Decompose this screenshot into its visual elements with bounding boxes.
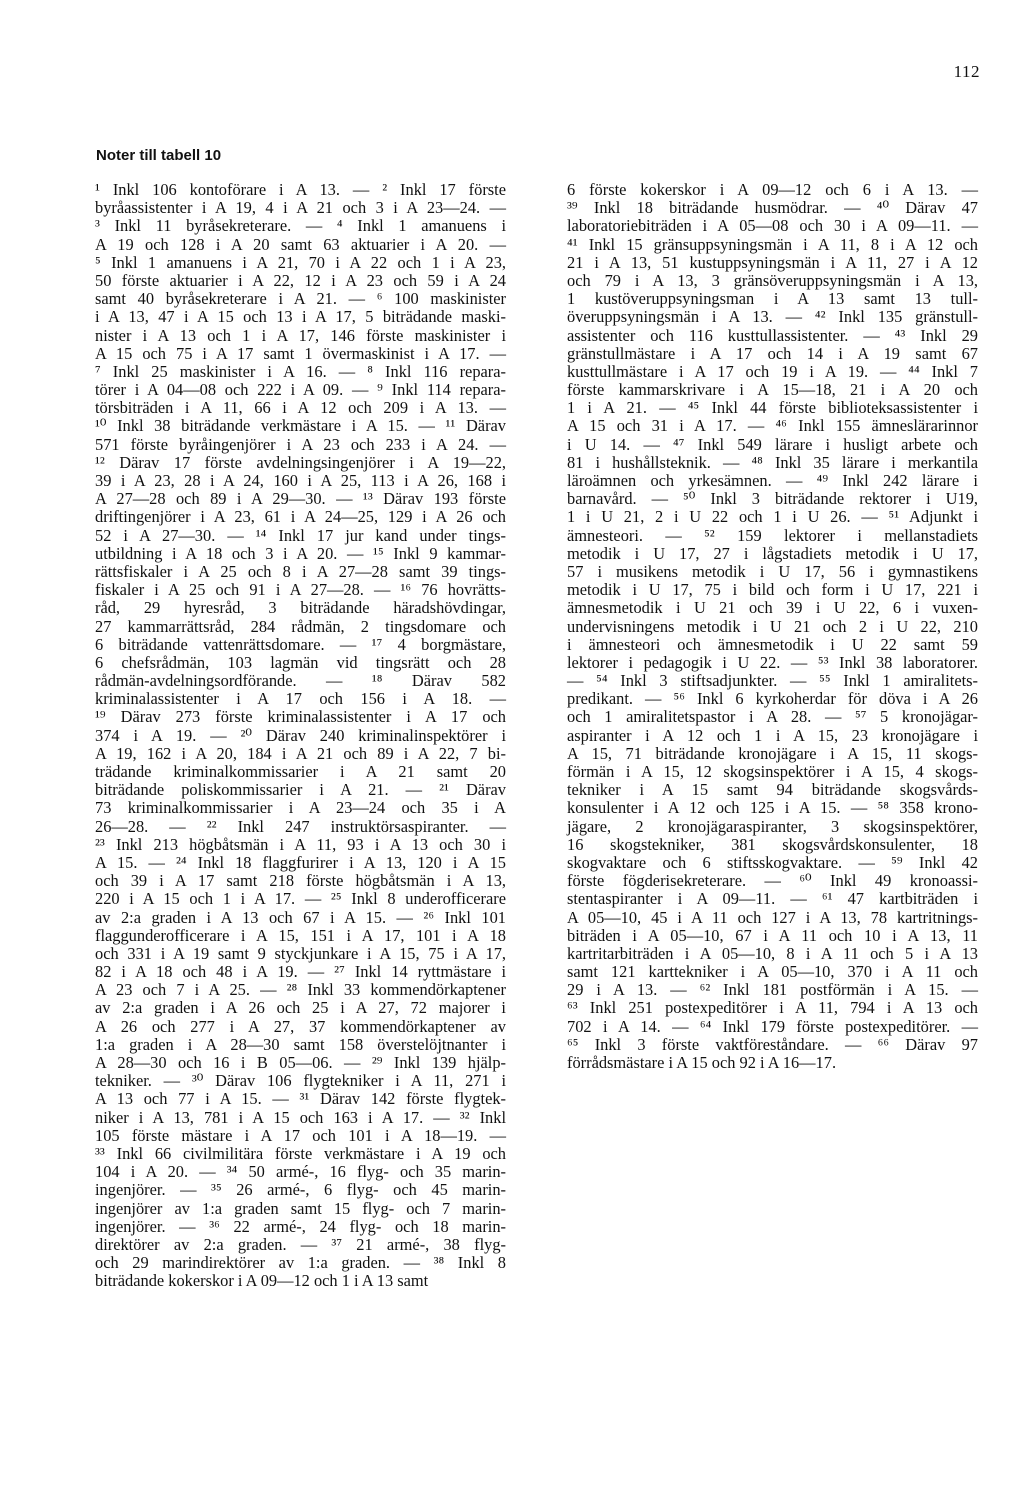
footnote-line: kriminalassistenter i A 17 och 156 i A 18. — bbox=[95, 689, 506, 709]
footnote-line: 27 kammarrättsråd, 284 rådmän, 2 tingsdomare och bbox=[95, 616, 506, 636]
footnote-line: byråassistenter i A 19, 4 i A 21 och 3 i A 23—24. — bbox=[95, 198, 506, 218]
footnote-line: biträdande kokerskor i A 09—12 och 1 i A 13 samt bbox=[95, 1271, 429, 1291]
footnote-line: skogvaktare och 6 stiftsskogvaktare. — ⁵⁹ Inkl 42 bbox=[567, 852, 978, 872]
footnote-line: laboratoriebiträden i A 05—08 och 30 i A 09—11. — bbox=[567, 216, 978, 236]
footnote-line: niker i A 13, 781 i A 15 och 163 i A 17. — ³² Inkl bbox=[95, 1107, 506, 1127]
footnote-line: ³⁹ Inkl 18 biträdande husmödrar. — ⁴⁰ Därav 47 bbox=[567, 198, 978, 218]
footnote-line: 6 chefsrådmän, 103 lagmän vid tingsrätt och 28 bbox=[95, 652, 506, 672]
footnote-line: kartritarbiträden i A 05—10, 8 i A 11 och 5 i A 13 bbox=[567, 943, 978, 963]
footnote-line: av 2:a graden i A 13 och 67 i A 15. — ²⁶ Inkl 101 bbox=[95, 907, 506, 927]
footnote-line: jägare, 2 kronojägaraspiranter, 3 skogsinspektörer, bbox=[567, 816, 978, 836]
footnote-line: A 15. — ²⁴ Inkl 18 flaggfurirer i A 13, 120 i A 15 bbox=[95, 852, 506, 872]
footnote-line: A 13 och 77 i A 15. — ³¹ Därav 142 förste flygtek- bbox=[95, 1089, 506, 1109]
footnote-line: 1:a graden i A 28—30 samt 158 överstelöjtnanter i bbox=[95, 1034, 506, 1054]
footnote-line: tekniker. — ³⁰ Därav 106 flygtekniker i A 11, 271 i bbox=[95, 1071, 506, 1091]
footnote-line: biträdande poliskommissarier i A 21. — ²¹ Därav bbox=[95, 780, 506, 800]
footnote-line: samt 40 byråsekreterare i A 21. — ⁶ 100 maskinister bbox=[95, 289, 506, 309]
footnote-line: rättsfiskaler i A 25 och 8 i A 27—28 samt 39 tings- bbox=[95, 561, 506, 581]
footnote-line: A 15 och 31 i A 17. — ⁴⁶ Inkl 155 ämneslärarinnor bbox=[567, 416, 978, 436]
footnote-line: 52 i A 27—30. — ¹⁴ Inkl 17 jur kand under tings- bbox=[95, 525, 506, 545]
footnote-line: driftingenjörer i A 23, 61 i A 24—25, 129 i A 26 och bbox=[95, 507, 506, 527]
footnote-line: och 29 marindirektörer av 1:a graden. — ³⁸ Inkl 8 bbox=[95, 1253, 506, 1273]
footnote-line: ¹⁹ Därav 273 förste kriminalassistenter i A 17 och bbox=[95, 707, 506, 727]
footnote-line: 220 i A 15 och 1 i A 17. — ²⁵ Inkl 8 underofficerare bbox=[95, 889, 506, 909]
footnote-line: 26—28. — ²² Inkl 247 instruktörsaspiranter. — bbox=[95, 816, 506, 836]
footnote-line: direktörer av 2:a graden. — ³⁷ 21 armé-, 38 flyg- bbox=[95, 1234, 506, 1254]
page-number: 112 bbox=[953, 62, 980, 81]
footnote-line: 1 i U 21, 2 i U 22 och 1 i U 26. — ⁵¹ Adjunkt i bbox=[567, 507, 978, 527]
footnote-line: ämnesteori. — ⁵² 159 lektorer i mellanstadiets bbox=[567, 525, 978, 545]
footnote-line: A 27—28 och 89 i A 29—30. — ¹³ Därav 193 förste bbox=[95, 489, 506, 509]
footnote-line: och 1 amiralitetspastor i A 28. — ⁵⁷ 5 kronojägar- bbox=[567, 707, 978, 727]
footnote-line: — ⁵⁴ Inkl 3 stiftsadjunkter. — ⁵⁵ Inkl 1 amiralitets- bbox=[567, 671, 978, 691]
footnote-line: 6 förste kokerskor i A 09—12 och 6 i A 13. — bbox=[567, 180, 978, 199]
footnote-line: ³³ Inkl 66 civilmilitära förste verkmästare i A 19 och bbox=[95, 1143, 506, 1163]
footnote-line: ⁶³ Inkl 251 postexpeditörer i A 11, 794 i A 13 och bbox=[567, 998, 978, 1018]
footnote-line: förste kammarskrivare i A 15—18, 21 i A 20 och bbox=[567, 380, 978, 400]
footnote-line: assistenter och 116 kusttullassistenter. — ⁴³ Inkl 29 bbox=[567, 325, 978, 345]
footnote-line: nister i A 13 och 1 i A 17, 146 förste maskinister i bbox=[95, 325, 506, 345]
footnote-line: råd, 29 hyresråd, 3 biträdande häradshövdingar, bbox=[95, 598, 506, 618]
footnote-line: 73 kriminalkommissarier i A 23—24 och 35 i A bbox=[95, 798, 506, 818]
footnote-line: 1 kustöveruppsyningsman i A 13 samt 13 tull- bbox=[567, 289, 978, 309]
footnote-line: stentaspiranter i A 09—11. — ⁶¹ 47 kartbiträden i bbox=[567, 889, 978, 909]
footnote-line: 702 i A 14. — ⁶⁴ Inkl 179 förste postexpeditörer. — bbox=[567, 1016, 978, 1036]
footnote-line: ⁵ Inkl 1 amanuens i A 21, 70 i A 22 och 1 i A 23, bbox=[95, 252, 506, 272]
footnote-line: ⁶⁵ Inkl 3 förste vaktföreståndare. — ⁶⁶ Därav 97 bbox=[567, 1034, 978, 1054]
footnote-line: i A 13, 47 i A 15 och 13 i A 17, 5 biträdande maski- bbox=[95, 307, 506, 327]
footnote-line: ingenjörer. — ³⁵ 26 armé-, 6 flyg- och 45 marin- bbox=[95, 1180, 506, 1200]
footnote-line: rådmän-avdelningsordförande. — ¹⁸ Därav 582 bbox=[95, 671, 506, 691]
footnote-line: och 39 i A 17 samt 218 förste högbåtsmän i A 13, bbox=[95, 871, 506, 891]
footnote-line: metodik i U 17, 27 i lågstadiets metodik i U 17, bbox=[567, 543, 978, 563]
footnote-line: A 15 och 75 i A 17 samt 1 övermaskinist i A 17. — bbox=[95, 343, 506, 363]
footnote-line: läroämnen och yrkesämnen. — ⁴⁹ Inkl 242 lärare i bbox=[567, 471, 978, 490]
footnote-line: ämnesmetodik i U 21 och 39 i U 22, 6 i vuxen- bbox=[567, 598, 978, 618]
footnote-line: fiskaler i A 25 och 91 i A 27—28. — ¹⁶ 76 hovrätts- bbox=[95, 580, 506, 600]
footnote-line: 6 biträdande vattenrättsdomare. — ¹⁷ 4 borgmästare, bbox=[95, 634, 506, 654]
footnote-line: konsulenter i A 12 och 125 i A 15. — ⁵⁸ 358 krono- bbox=[567, 798, 978, 818]
footnote-line: och 79 i A 13, 3 gränsöveruppsyningsmän i A 13, bbox=[567, 270, 978, 290]
footnote-line: överuppsyningsmän i A 13. — ⁴² Inkl 135 gränstull- bbox=[567, 307, 978, 327]
footnote-line: 39 i A 23, 28 i A 24, 160 i A 25, 113 i A 26, 168 i bbox=[95, 471, 506, 490]
footnote-line: A 15, 71 biträdande kronojägare i A 15, 11 skogs- bbox=[567, 743, 978, 763]
footnote-line: A 19 och 128 i A 20 samt 63 aktuarier i A 20. — bbox=[95, 234, 506, 254]
footnote-line: törsbiträden i A 11, 66 i A 12 och 209 i A 13. — bbox=[95, 398, 506, 418]
footnote-line: samt 121 karttekniker i A 05—10, 370 i A 11 och bbox=[567, 962, 978, 982]
footnote-line: ⁷ Inkl 25 maskinister i A 16. — ⁸ Inkl 116 repara- bbox=[95, 361, 506, 381]
footnotes-right-column bbox=[567, 181, 978, 1072]
footnote-line: gränstullmästare i A 17 och 14 i A 19 samt 67 bbox=[567, 343, 978, 363]
footnote-line: barnavård. — ⁵⁰ Inkl 3 biträdande rektorer i U19, bbox=[567, 489, 978, 509]
footnote-line: 82 i A 18 och 48 i A 19. — ²⁷ Inkl 14 ryttmästare i bbox=[95, 962, 506, 982]
footnote-line: A 28—30 och 16 i B 05—06. — ²⁹ Inkl 139 hjälp- bbox=[95, 1053, 506, 1072]
footnote-line: 81 i hushållsteknik. — ⁴⁸ Inkl 35 lärare i merkantila bbox=[567, 452, 978, 472]
footnote-line: predikant. — ⁵⁶ Inkl 6 kyrkoherdar för döva i A 26 bbox=[567, 689, 978, 709]
footnote-line: ¹ Inkl 106 kontoförare i A 13. — ² Inkl 17 förste bbox=[95, 180, 506, 199]
footnote-line: 21 i A 13, 51 kustuppsyningsmän i A 11, 27 i A 12 bbox=[567, 252, 978, 272]
footnote-line: 1 i A 21. — ⁴⁵ Inkl 44 förste biblioteksassistenter i bbox=[567, 398, 978, 418]
footnote-line: lektorer i pedagogik i U 22. — ⁵³ Inkl 38 laboratorer. bbox=[567, 652, 978, 672]
footnote-line: och 331 i A 19 samt 9 styckjunkare i A 15, 75 i A 17, bbox=[95, 943, 506, 963]
footnote-line: A 23 och 7 i A 25. — ²⁸ Inkl 33 kommendörkaptener bbox=[95, 980, 506, 1000]
footnote-line: A 19, 162 i A 20, 184 i A 21 och 89 i A 22, 7 bi- bbox=[95, 743, 506, 763]
footnotes-left-column bbox=[95, 181, 506, 1290]
footnote-line: 29 i A 13. — ⁶² Inkl 181 postförmän i A 15. — bbox=[567, 980, 978, 1000]
footnote-line: 571 förste byråingenjörer i A 23 och 233 i A 24. — bbox=[95, 434, 506, 454]
footnote-line: 104 i A 20. — ³⁴ 50 armé-, 16 flyg- och 35 marin- bbox=[95, 1162, 506, 1182]
footnote-line: aspiranter i A 12 och 1 i A 15, 23 kronojägare i bbox=[567, 725, 978, 745]
section-heading: Noter till tabell 10 bbox=[96, 147, 222, 164]
footnote-line: i U 14. — ⁴⁷ Inkl 549 lärare i husligt arbete och bbox=[567, 434, 978, 454]
footnote-line: förrådsmästare i A 15 och 92 i A 16—17. bbox=[567, 1053, 837, 1072]
footnote-line: i ämnesteori och ämnesmetodik i U 22 samt 59 bbox=[567, 634, 978, 654]
footnote-line: ³ Inkl 11 byråsekreterare. — ⁴ Inkl 1 amanuens i bbox=[95, 216, 506, 236]
footnote-line: 105 förste mästare i A 17 och 101 i A 18—19. — bbox=[95, 1125, 506, 1145]
footnote-line: förmän i A 15, 12 skogsinspektörer i A 15, 4 skogs- bbox=[567, 762, 978, 781]
footnote-line: 57 i musikens metodik i U 17, 56 i gymnastikens bbox=[567, 561, 978, 581]
footnote-line: 374 i A 19. — ²⁰ Därav 240 kriminalinspektörer i bbox=[95, 725, 506, 745]
footnote-line: utbildning i A 18 och 3 i A 20. — ¹⁵ Inkl 9 kammar- bbox=[95, 543, 506, 563]
footnote-line: törer i A 04—08 och 222 i A 09. — ⁹ Inkl 114 repara- bbox=[95, 380, 506, 400]
footnote-line: förste fögderisekreterare. — ⁶⁰ Inkl 49 kronoassi- bbox=[567, 871, 978, 891]
footnote-line: biträden i A 05—10, 67 i A 11 och 10 i A 13, 11 bbox=[567, 925, 978, 945]
footnote-line: ⁴¹ Inkl 15 gränsuppsyningsmän i A 11, 8 i A 12 och bbox=[567, 234, 978, 254]
footnote-line: ¹⁰ Inkl 38 biträdande verkmästare i A 15. — ¹¹ Därav bbox=[95, 416, 506, 436]
footnote-line: ²³ Inkl 213 högbåtsmän i A 11, 93 i A 13 och 30 i bbox=[95, 834, 506, 854]
footnote-line: flaggunderofficerare i A 15, 151 i A 17, 101 i A 18 bbox=[95, 925, 506, 945]
footnote-line: ingenjörer. — ³⁶ 22 armé-, 24 flyg- och 18 marin- bbox=[95, 1216, 506, 1236]
footnote-line: ingenjörer av 1:a graden samt 15 flyg- och 7 marin- bbox=[95, 1198, 506, 1218]
footnote-line: metodik i U 17, 75 i bild och form i U 17, 221 i bbox=[567, 580, 978, 600]
footnote-line: ¹² Därav 17 förste avdelningsingenjörer i A 19—22, bbox=[95, 452, 506, 472]
footnote-line: tekniker i A 15 samt 94 biträdande skogsvårds- bbox=[567, 780, 978, 800]
footnote-line: 16 skogstekniker, 381 skogsvårdskonsulenter, 18 bbox=[567, 834, 978, 854]
footnote-line: A 05—10, 45 i A 11 och 127 i A 13, 78 kartritnings- bbox=[567, 907, 978, 927]
footnote-line: kusttullmästare i A 17 och 19 i A 19. — ⁴⁴ Inkl 7 bbox=[567, 361, 978, 381]
footnote-line: trädande kriminalkommissarier i A 21 samt 20 bbox=[95, 762, 506, 781]
footnote-line: av 2:a graden i A 26 och 25 i A 27, 72 majorer i bbox=[95, 998, 506, 1018]
footnote-line: undervisningens metodik i U 21 och 2 i U 22, 210 bbox=[567, 616, 978, 636]
footnote-line: A 26 och 277 i A 27, 37 kommendörkaptener av bbox=[95, 1016, 506, 1036]
footnote-line: 50 förste aktuarier i A 22, 12 i A 23 och 59 i A 24 bbox=[95, 270, 506, 290]
